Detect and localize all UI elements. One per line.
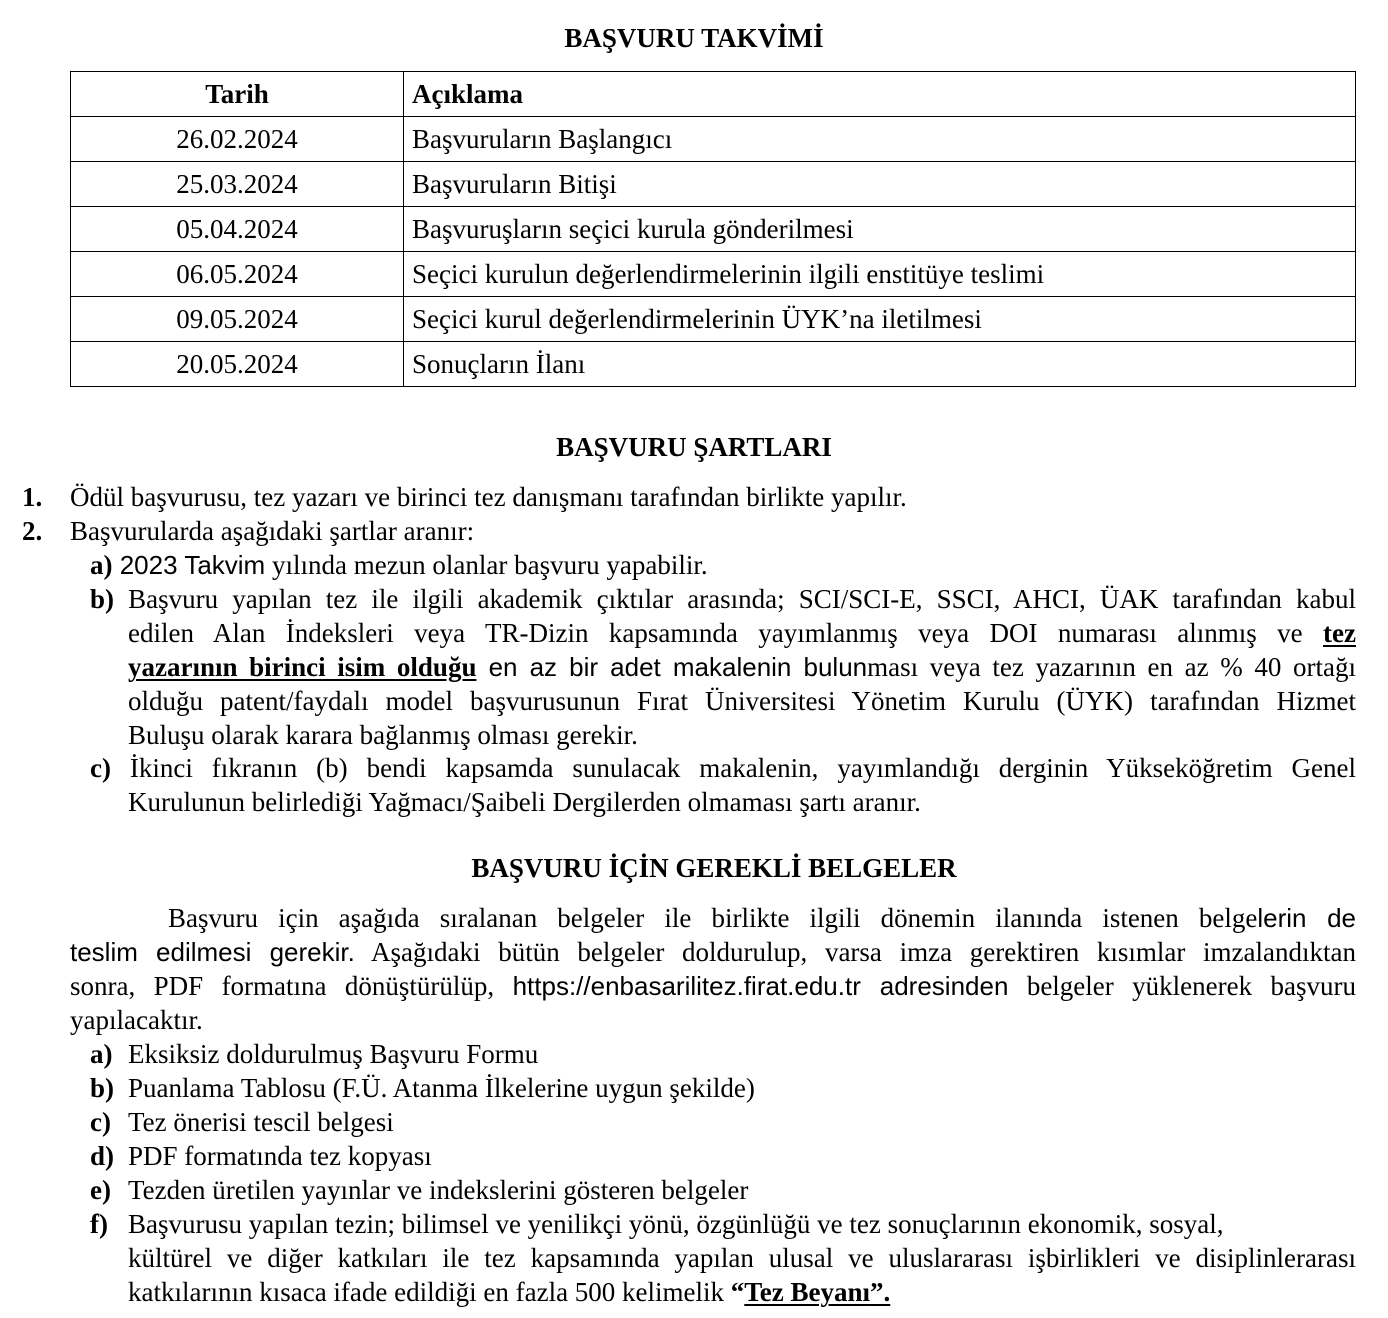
condition-item-1: [22, 480, 1362, 514]
underlined-text: yazarının birinci isim olduğu: [128, 652, 477, 682]
item-text: PDF formatında tez kopyası: [128, 1141, 432, 1171]
quote-mark: “: [730, 1277, 745, 1307]
paragraph-text: belgeler yüklenerek başvuru: [1008, 971, 1357, 1001]
item-letter: a): [90, 1039, 113, 1069]
row-date: 25.03.2024: [71, 162, 404, 207]
item-letter: d): [90, 1141, 115, 1171]
item-letter: f): [90, 1209, 108, 1239]
paragraph-text-highlight: teslim edilmesi gerekir.: [70, 937, 355, 967]
item-text: Tezden üretilen yayınlar ve indekslerini gösteren belgeler: [128, 1175, 749, 1205]
item-letter: b): [90, 1073, 115, 1103]
schedule-heading: BAŞVURU TAKVİMİ: [564, 23, 824, 53]
paragraph-line-3: [70, 969, 1356, 1003]
table-row: [71, 162, 1356, 207]
item-number: 2.: [22, 516, 43, 546]
f-line-2: kültürel ve diğer katkıları ile tez kapsamında yapılan ulusal ve uluslararası işbirlikleri ve disiplinlerarası: [128, 1243, 1356, 1273]
paragraph-text: Aşağıdaki bütün belgeler doldurulup, varsa imza gerektiren kısımlar imzalandıktan: [354, 937, 1356, 967]
conditions-heading: BAŞVURU ŞARTLARI: [556, 432, 832, 462]
row-description: Seçici kurul değerlendirmelerinin ÜYK’na iletilmesi: [404, 297, 1356, 342]
paragraph-text-highlight: lerin de: [1257, 903, 1357, 933]
item-text: Ödül başvurusu, tez yazarı ve birinci tez danışmanı tarafından birlikte yapılır.: [70, 482, 907, 512]
condition-sub-b-continued: [128, 616, 1356, 752]
row-description: Başvuruların Başlangıcı: [404, 117, 1356, 162]
row-description: Seçici kurulun değerlendirmelerinin ilgili enstitüye teslimi: [404, 252, 1356, 297]
column-header-date: Tarih: [71, 72, 404, 117]
condition-sub-c: [90, 751, 1356, 785]
website-link[interactable]: https://enbasarilitez.firat.edu.tr adresinden: [512, 971, 1009, 1001]
paragraph-text: sonra, PDF formatına dönüştürülüp,: [70, 971, 513, 1001]
row-date: 20.05.2024: [71, 342, 404, 387]
document-item-e: [90, 1173, 1356, 1207]
quote-mark: ”.: [870, 1277, 891, 1307]
sub-b-line-4: olduğu patent/faydalı model başvurusunun Fırat Üniversitesi Yönetim Kurulu (ÜYK) tarafından Hizmet: [128, 686, 1356, 716]
sub-text: ması veya tez yazarının en az % 40 ortağı: [867, 652, 1356, 682]
condition-sub-b: [90, 582, 1356, 616]
item-text: Tez önerisi tescil belgesi: [128, 1107, 394, 1137]
item-letter: c): [90, 1107, 111, 1137]
underlined-text: Tez Beyanı: [744, 1277, 871, 1307]
row-date: 26.02.2024: [71, 117, 404, 162]
sub-letter: b): [90, 584, 115, 614]
document-item-c: [90, 1105, 1356, 1139]
table-row: [71, 297, 1356, 342]
document-item-f: [90, 1207, 1356, 1241]
sub-c-line-1: [90, 751, 1356, 785]
item-number: 1.: [22, 482, 43, 512]
paragraph-line-1: [70, 901, 1356, 935]
item-text: Başvurularda aşağıdaki şartlar aranır:: [70, 516, 475, 546]
paragraph-line-4: yapılacaktır.: [70, 1005, 203, 1035]
document-item-f-continued: [128, 1241, 1356, 1309]
item-text: Puanlama Tablosu (F.Ü. Atanma İlkelerine uygun şekilde): [128, 1073, 755, 1103]
row-description: Başvuruşların seçici kurula gönderilmesi: [404, 207, 1356, 252]
item-letter: e): [90, 1175, 111, 1205]
row-description: Sonuçların İlanı: [404, 342, 1356, 387]
item-text: Başvurusu yapılan tezin; bilimsel ve yenilikçi yönü, özgünlüğü ve tez sonuçlarının ekonomik, sosyal,: [128, 1209, 1224, 1239]
row-date: 05.04.2024: [71, 207, 404, 252]
sub-text: yılında mezun olanlar başvuru yapabilir.: [265, 550, 708, 580]
table-header-row: [71, 72, 1356, 117]
row-date: 06.05.2024: [71, 252, 404, 297]
row-description: Başvuruların Bitişi: [404, 162, 1356, 207]
sub-b-line-1: [90, 582, 1356, 616]
documents-paragraph: [70, 901, 1356, 1037]
row-date: 09.05.2024: [71, 297, 404, 342]
item-text: Eksiksiz doldurulmuş Başvuru Formu: [128, 1039, 539, 1069]
sub-letter: a): [90, 550, 113, 580]
documents-heading: BAŞVURU İÇİN GEREKLİ BELGELER: [471, 853, 957, 883]
table-row: [71, 207, 1356, 252]
column-header-description: Açıklama: [404, 72, 1356, 117]
paragraph-text: Başvuru için aşağıda sıralanan belgeler ile birlikte ilgili dönemin ilanında istenen belge: [168, 903, 1258, 933]
schedule-table: [70, 71, 1356, 387]
sub-text: edilen Alan İndeksleri veya TR-Dizin kapsamında yayımlanmış veya DOI numarası alınmış ve: [128, 618, 1324, 648]
sub-text-highlight: 2023 Takvim: [112, 550, 266, 580]
document-item-b: [90, 1071, 1356, 1105]
sub-letter: c): [90, 753, 111, 783]
document-item-a: [90, 1037, 1356, 1071]
condition-sub-c-continued: [128, 785, 1356, 819]
sub-text-highlight: en az bir adet makalenin bulun: [476, 652, 868, 682]
sub-b-line-5: Buluşu olarak karara bağlanmış olması gerekir.: [128, 720, 638, 750]
sub-c-line-2: Kurulunun belirlediği Yağmacı/Şaibeli Dergilerden olmaması şartı aranır.: [128, 787, 921, 817]
underlined-text: tez: [1323, 618, 1356, 648]
document-item-d: [90, 1139, 1356, 1173]
table-row: [71, 117, 1356, 162]
sub-text: Başvuru yapılan tez ile ilgili akademik çıktılar arasında; SCI/SCI-E, SSCI, AHCI, ÜAK tarafından kabul: [114, 584, 1356, 614]
sub-text: İkinci fıkranın (b) bendi kapsamda sunulacak makalenin, yayımlandığı derginin Yükseköğretim Genel: [110, 753, 1356, 783]
table-row: [71, 252, 1356, 297]
table-row: [71, 342, 1356, 387]
f-line-3: [128, 1275, 1356, 1309]
condition-item-2: [22, 514, 1362, 548]
paragraph-line-2: [70, 935, 1356, 969]
sub-b-line-3: [128, 650, 1356, 684]
sub-b-line-2: [128, 616, 1356, 650]
item-text: katkılarının kısaca ifade edildiği en fazla 500 kelimelik: [128, 1277, 731, 1307]
condition-sub-a: [90, 548, 1356, 582]
